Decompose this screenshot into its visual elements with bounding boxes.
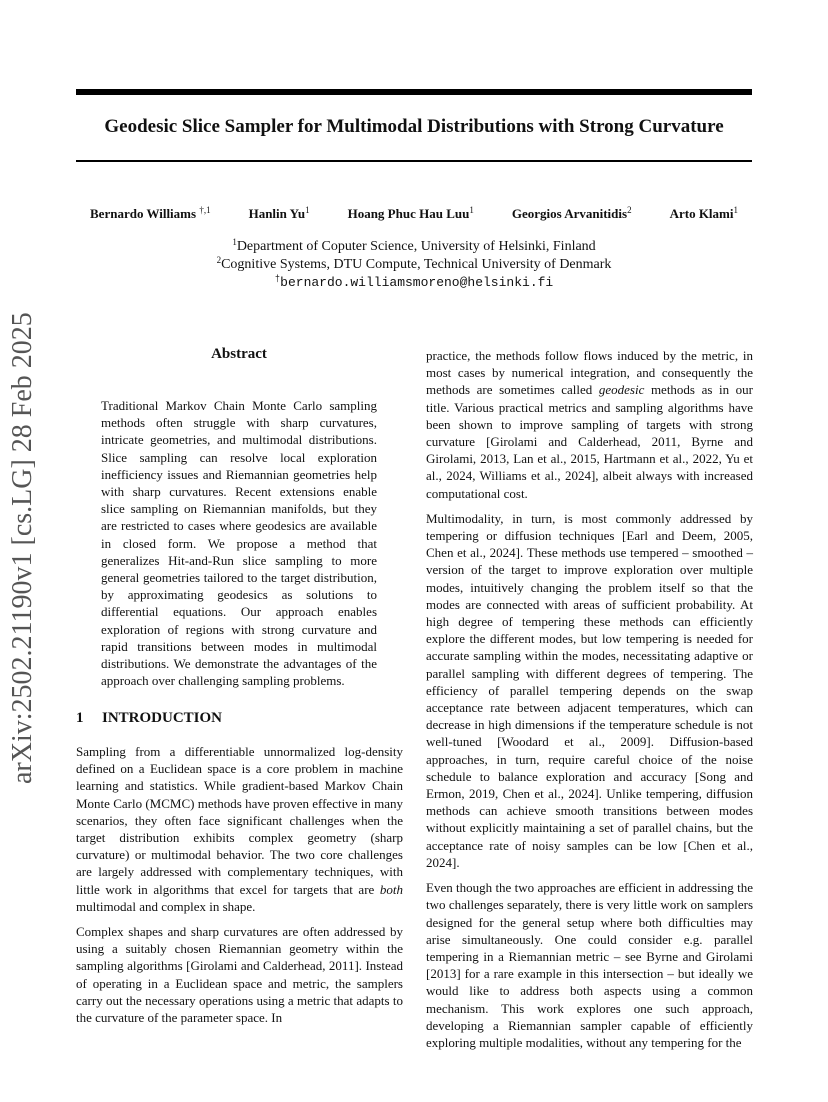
top-rule xyxy=(76,89,752,95)
author: Georgios Arvanitidis$^2$ xyxy=(511,205,632,221)
title-rule xyxy=(76,160,752,162)
left-column-body xyxy=(76,743,403,1034)
right-column-body xyxy=(426,347,753,1059)
affiliation-helsinki: $^1$Department of Coputer Science, University of Helsinki, Finland xyxy=(232,237,596,254)
affiliation-dtu: $^2$Cognitive Systems, DTU Compute, Technical University of Denmark xyxy=(216,255,612,272)
author-email: †bernardo.williamsmoreno@helsinki.fi xyxy=(274,274,554,290)
paragraph: Complex shapes and sharp curvatures are often addressed by using a suitably chosen Riemannian geometry within the sampling algorithms [Girolami and Calderhead, 2011]. Instead of operating in a Euclidean space and metric, the samplers carry out the necessary operations using a metric that adapts to the curvature of the parameter space. In xyxy=(76,924,403,1026)
author: Arto Klami$^1$ xyxy=(669,205,738,221)
paragraph: Sampling from a differentiable unnormalized log-density defined on a Euclidean space is a core problem in machine learning and statistics. While gradient-based Markov Chain Monte Carlo (MCMC) methods have proven effective in many scenarios, they often face significant challenges when the target distribution exhibits complex geometry (sharp curvature) or multimodal behavior. The two core challenges are largely addressed with complementary techniques, with little work in algorithms that excel for targets that are both multimodal and complex in shape. xyxy=(76,744,403,914)
author: Hoang Phuc Hau Luu$^1$ xyxy=(347,205,474,221)
abstract-heading: Abstract xyxy=(211,346,267,362)
author: Hanlin Yu$^1$ xyxy=(248,205,310,221)
section-heading: 1 INTRODUCTION xyxy=(76,710,223,726)
author-list xyxy=(76,205,752,223)
author: Bernardo Williams $^{\dagger,1}$ xyxy=(90,205,211,221)
paper-title: Geodesic Slice Sampler for Multimodal Distributions with Strong Curvature xyxy=(104,116,724,137)
paragraph: Multimodality, in turn, is most commonly addressed by tempering or diffusion techniques [Earl and Deem, 2005, Chen et al., 2024]. These methods use tempered – smoothed – version of the target to improve exploration over multiple modes, intuitively changing the problem itself so that the modes are connected with areas of sufficient probability. At high degree of tempering these methods can efficiently explore the different modes, but low tempering is needed for accurate sampling within the modes, necessitating adaptive or parallel sampling with different degrees of tempering. The efficiency of parallel tempering depends on the swap acceptance rate between adjacent temperatures, which can decrease in high dimensions if the temperature schedule is not well-tuned [Woodard et al., 2009]. Diffusion-based approaches, in turn, require careful choice of the noise schedule to balance exploration and accuracy [Song and Ermon, 2019, Chen et al., 2024]. Unlike tempering, diffusion methods can achieve smooth transitions between modes without explicitly maintaining a set of parallel chains, but the acceptance rate of noisy samples can be low [Chen et al., 2024]. xyxy=(426,510,753,870)
paragraph: Even though the two approaches are efficient in addressing the two challenges separately, there is very little work on samplers designed for the general setup where both difficulties may arise simultaneously. One could consider e.g. parallel tempering in a Riemannian metric – see Byrne and Girolami [2013] for a rare example in this intersection – but ideally we would like to address both aspects using a common mechanism. This work explores one such approach, developing a Riemannian sampler capable of efficiently exploring multiple modalities, without any tempering for the xyxy=(426,880,753,1050)
abstract-text: Traditional Markov Chain Monte Carlo sampling methods often struggle with sharp curvatures, intricate geometries, and multimodal distributions. Slice sampling can resolve local exploration inefficiency issues and Riemannian geometries help with sharp curvatures. Recent extensions enable slice sampling on Riemannian manifolds, but they are restricted to cases where geodesics are available in closed form. We propose a method that generalizes Hit-and-Run slice sampling to more general geometries tailored to the target distribution, by approximating geodesics as solutions to differential equations. Our approach enables exploration of regions with strong curvature and rapid transitions between modes in multimodal distributions. We demonstrate the advantages of the approach over challenging sampling problems. xyxy=(101,398,377,689)
paragraph: practice, the methods follow flows induced by the metric, in most cases by numerical integration, and consequently the methods are sometimes called geodesic methods as in our title. Various practical metrics and sampling algorithms have been shown to improve sampling of targets with strong curvature [Girolami and Calderhead, 2011, Byrne and Girolami, 2013, Lan et al., 2015, Hartmann et al., 2022, Yu et al., 2024, Williams et al., 2024], albeit always with increased computational cost. xyxy=(426,348,753,501)
